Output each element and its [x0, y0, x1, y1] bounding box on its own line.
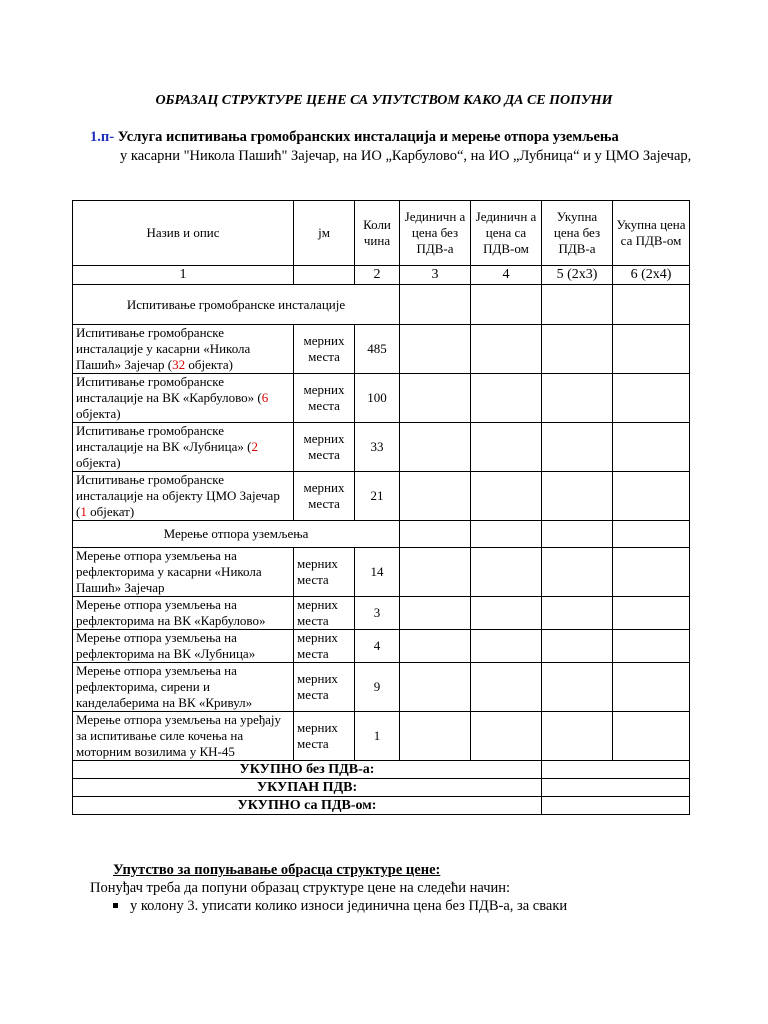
price-cell[interactable] [471, 548, 542, 597]
header-unit-price-incl: Јединичн а цена са ПДВ-ом [471, 201, 542, 266]
price-cell[interactable] [400, 630, 471, 663]
header-qty: Коли чина [355, 201, 400, 266]
group-row-grounding [73, 521, 690, 548]
col-number [294, 266, 355, 285]
price-cell[interactable] [613, 630, 690, 663]
total-value-cell[interactable] [542, 797, 690, 815]
price-cell[interactable] [400, 548, 471, 597]
total-row-excl-vat [73, 761, 690, 779]
price-cell[interactable] [542, 521, 613, 548]
col-number: 4 [471, 266, 542, 285]
header-unit-price-excl: Јединичн а цена без ПДВ-а [400, 201, 471, 266]
price-cell[interactable] [400, 374, 471, 423]
price-cell[interactable] [542, 285, 613, 325]
price-cell[interactable] [400, 521, 471, 548]
price-cell[interactable] [400, 423, 471, 472]
bullet-text: у колону 3. уписати колико износи јединична цена без ПДВ-а, за сваки [130, 898, 568, 914]
total-row-vat [73, 779, 690, 797]
header-unit: јм [294, 201, 355, 266]
price-cell[interactable] [613, 325, 690, 374]
item-qty: 33 [355, 423, 400, 472]
item-description: Мерење отпора уземљења на рефлекторима на ВК «Лубница» [73, 630, 294, 663]
column-number-row [73, 266, 690, 285]
price-cell[interactable] [400, 712, 471, 761]
item-qty: 485 [355, 325, 400, 374]
price-cell[interactable] [400, 663, 471, 712]
price-cell[interactable] [542, 374, 613, 423]
price-cell[interactable] [471, 712, 542, 761]
price-cell[interactable] [542, 630, 613, 663]
item-description: Мерење отпора уземљења на уређају за испитивање силе кочења на моторним возилима у КН-45 [73, 712, 294, 761]
price-cell[interactable] [400, 285, 471, 325]
section-subtitle: у касарни "Никола Пашић" Зајечар, на ИО „Карбулово“, на ИО „Лубница“ и у ЦМО Зајечар, [120, 148, 692, 164]
price-cell[interactable] [613, 423, 690, 472]
item-unit: мерних места [294, 472, 355, 521]
col-number: 5 (2x3) [542, 266, 613, 285]
table-row [73, 712, 690, 761]
table-row [73, 663, 690, 712]
section-number: 1.п- [90, 129, 115, 145]
price-cell[interactable] [471, 630, 542, 663]
item-description: Испитивање громобранске инсталације у касарни «Никола Пашић» Зајечар (32 објекта) [73, 325, 294, 374]
price-cell[interactable] [613, 597, 690, 630]
price-cell[interactable] [542, 712, 613, 761]
col-number: 6 (2x4) [613, 266, 690, 285]
total-value-cell[interactable] [542, 779, 690, 797]
price-cell[interactable] [613, 712, 690, 761]
price-cell[interactable] [400, 472, 471, 521]
item-unit: мерних места [294, 374, 355, 423]
price-cell[interactable] [613, 521, 690, 548]
price-cell[interactable] [471, 285, 542, 325]
item-description: Испитивање громобранске инсталације на ВК «Лубница» (2 објекта) [73, 423, 294, 472]
table-row [73, 423, 690, 472]
section-heading [90, 129, 619, 146]
total-label: УКУПНО са ПДВ-ом: [73, 797, 542, 815]
total-label: УКУПНО без ПДВ-а: [73, 761, 542, 779]
instructions-bullet [113, 898, 567, 915]
item-description: Мерење отпора уземљења на рефлекторима, сирени и канделаберима на ВК «Кривул» [73, 663, 294, 712]
price-cell[interactable] [542, 597, 613, 630]
document-title: ОБРАЗАЦ СТРУКТУРЕ ЦЕНЕ СА УПУТСТВОМ КАКО ДА СЕ ПОПУНИ [155, 93, 613, 108]
item-qty: 21 [355, 472, 400, 521]
price-cell[interactable] [471, 521, 542, 548]
item-qty: 4 [355, 630, 400, 663]
price-cell[interactable] [542, 472, 613, 521]
price-cell[interactable] [542, 325, 613, 374]
col-number: 3 [400, 266, 471, 285]
price-cell[interactable] [542, 663, 613, 712]
price-cell[interactable] [471, 374, 542, 423]
price-cell[interactable] [471, 423, 542, 472]
col-number: 2 [355, 266, 400, 285]
total-value-cell[interactable] [542, 761, 690, 779]
price-cell[interactable] [471, 663, 542, 712]
price-cell[interactable] [400, 325, 471, 374]
table-row [73, 374, 690, 423]
item-unit: мерних места [294, 630, 355, 663]
header-name: Назив и опис [73, 201, 294, 266]
price-cell[interactable] [542, 548, 613, 597]
item-description: Испитивање громобранске инсталације на објекту ЦМО Зајечар (1 објекат) [73, 472, 294, 521]
item-description: Мерење отпора уземљења на рефлекторима на ВК «Карбулово» [73, 597, 294, 630]
price-cell[interactable] [613, 548, 690, 597]
item-unit: мерних места [294, 548, 355, 597]
header-row [73, 201, 690, 266]
price-cell[interactable] [400, 597, 471, 630]
item-description: Испитивање громобранске инсталације на ВК «Карбулово» (6 објекта) [73, 374, 294, 423]
item-unit: мерних места [294, 663, 355, 712]
item-qty: 9 [355, 663, 400, 712]
table-row [73, 472, 690, 521]
total-label: УКУПАН ПДВ: [73, 779, 542, 797]
header-total-incl: Укупна цена са ПДВ-ом [613, 201, 690, 266]
item-qty: 1 [355, 712, 400, 761]
total-row-incl-vat [73, 797, 690, 815]
item-unit: мерних места [294, 597, 355, 630]
table-row [73, 548, 690, 597]
price-structure-table [72, 200, 690, 815]
item-description: Мерење отпора уземљења на рефлекторима у касарни «Никола Пашић» Зајечар [73, 548, 294, 597]
price-cell[interactable] [613, 374, 690, 423]
group-row-lightning [73, 285, 690, 325]
item-qty: 14 [355, 548, 400, 597]
bullet-square-icon [113, 903, 118, 908]
group-title: Мерење отпора уземљења [73, 521, 400, 548]
instructions-title: Упутство за попуњавање обрасца структуре цене: [113, 862, 441, 878]
price-cell[interactable] [471, 472, 542, 521]
col-number: 1 [73, 266, 294, 285]
price-cell[interactable] [542, 423, 613, 472]
header-total-excl: Укупна цена без ПДВ-а [542, 201, 613, 266]
item-unit: мерних места [294, 423, 355, 472]
price-cell[interactable] [471, 597, 542, 630]
price-cell[interactable] [471, 325, 542, 374]
price-cell[interactable] [613, 663, 690, 712]
price-cell[interactable] [613, 472, 690, 521]
price-cell[interactable] [613, 285, 690, 325]
table-row [73, 630, 690, 663]
instructions-line: Понуђач треба да попуни образац структуре цене на следећи начин: [90, 880, 511, 896]
item-unit: мерних места [294, 325, 355, 374]
section-title: Услуга испитивања громобранских инсталација и мерење отпора уземљења [117, 129, 619, 145]
table-row [73, 325, 690, 374]
table-row [73, 597, 690, 630]
item-qty: 100 [355, 374, 400, 423]
group-title: Испитивање громобранске инсталације [73, 285, 400, 325]
item-qty: 3 [355, 597, 400, 630]
item-unit: мерних места [294, 712, 355, 761]
